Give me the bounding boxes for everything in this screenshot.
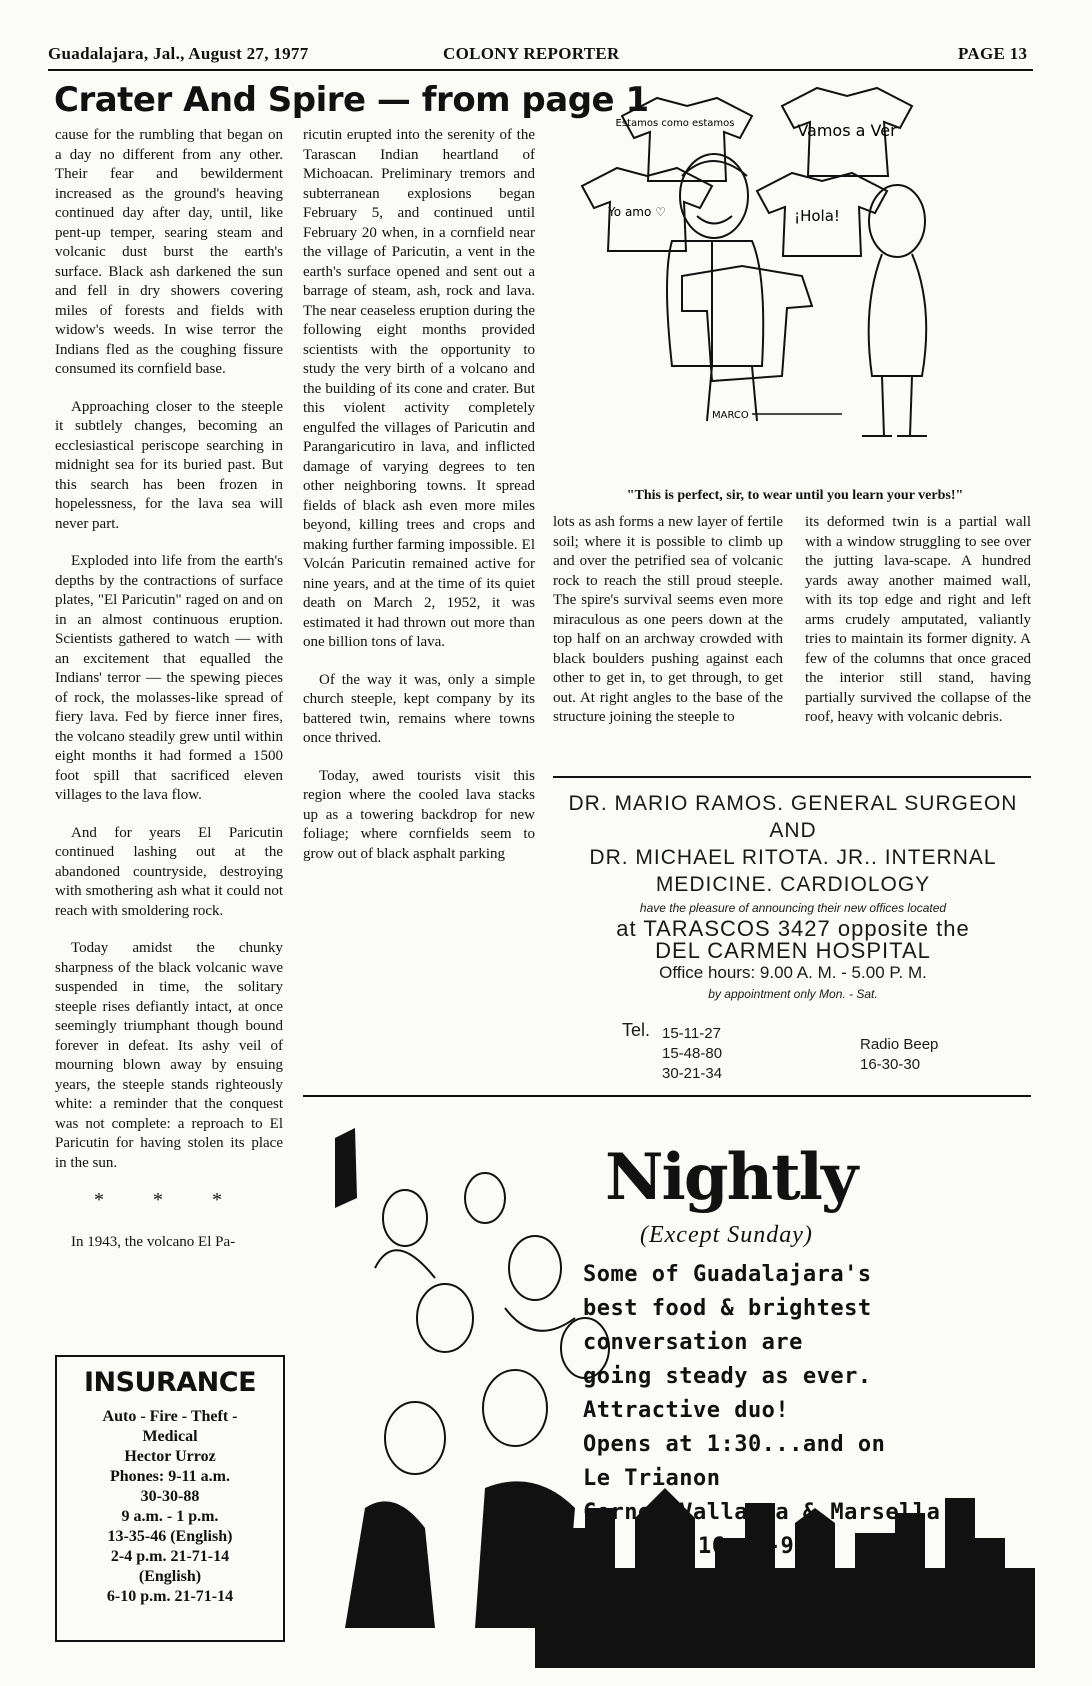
article-column-2 bbox=[303, 126, 535, 882]
paragraph: Approaching closer to the steeple it subtlely changes, becoming an ecclesiastical periscope searching in midnight sea for its buried past. But this search has been frozen in hopelessness, for the lava sea will never part. bbox=[55, 398, 283, 532]
insurance-line: 13-35-46 (English) bbox=[107, 1528, 233, 1545]
paragraph: ricutin erupted into the serenity of the Tarascan Indian heartland of Michoacan. Preliminary tremors and subterranean explosions began February 5, and continued until February 20 when, in a cornfield near the village of Paricutin, a vent in the earth's surface opened and sent out a barrage of steam, ash, rock and lava. The near ceaseless eruption during the following eight months provided scientists with the opportunity to study the very birth of a volcano and the building of its cone and crater. But this violent activity completely engulfed the villages of Paricutin and Parangaricutiro in lava, and inflicted damage of varying degrees to ten other neighboring towns. It spread fields of black ash even more miles beyond, killing trees and crops and making further farming impossible. El Volcán Paricutin remained active for nine years, and at the time of its quiet death on March 2, 1952, it was estimated it had thrown out more than one billion tons of lava. bbox=[303, 127, 535, 650]
insurance-line: (English) bbox=[138, 1568, 202, 1585]
doctor-line: Office hours: 9.00 A. M. - 5.00 P. M. bbox=[659, 963, 927, 982]
paragraph: Today, awed tourists visit this region where the cooled lava stacks up as a towering backdrop for new foliage; where cornfields seem to grow out of black asphalt parking bbox=[303, 767, 535, 862]
nightly-title: Nightly bbox=[605, 1140, 857, 1215]
page-number: PAGE 13 bbox=[958, 44, 1028, 63]
nightly-line: Some of Guadalajara's bbox=[583, 1262, 872, 1287]
section-rule bbox=[553, 776, 1031, 778]
newspaper-name: COLONY REPORTER bbox=[443, 44, 620, 63]
section-rule bbox=[303, 1095, 1031, 1097]
insurance-line: Medical bbox=[142, 1428, 198, 1445]
insurance-title: INSURANCE bbox=[83, 1367, 257, 1398]
radio-beep-number: 16-30-30 bbox=[860, 1056, 921, 1073]
nightly-subtitle: (Except Sunday) bbox=[640, 1222, 813, 1248]
insurance-ad bbox=[55, 1355, 285, 1642]
dateline: Guadalajara, Jal., August 27, 1977 bbox=[48, 44, 309, 63]
nightly-line: going steady as ever. bbox=[583, 1364, 872, 1389]
insurance-line: 6-10 p.m. 21-71-14 bbox=[106, 1588, 234, 1605]
paragraph: Of the way it was, only a simple church steeple, kept company by its battered twin, remains where towns once thrived. bbox=[303, 671, 535, 746]
telephone-number: 15-11-27 bbox=[662, 1025, 721, 1042]
tshirt-text: ¡Hola! bbox=[794, 207, 840, 225]
article-column-4 bbox=[805, 513, 1031, 746]
paragraph: Exploded into life from the earth's depths by the contractions of surface plates, "El Paricutin" raged on and on in an almost continuous eruption. Scientists gathered to watch — with an excitement that equalled the Indians' terror — the spewing pieces of rock, the molasses-like spread of fiery lava. Fed by fierce inner fires, the volcano steadily grew until within eight months it had formed a 1500 foot spill that sacrificed eleven villages to the lava flow. bbox=[55, 553, 283, 803]
article-headline: Crater And Spire — from page 1 bbox=[54, 80, 649, 120]
doctor-line: MEDICINE. CARDIOLOGY bbox=[655, 873, 931, 896]
tshirt-text: Vamos a Ver bbox=[797, 121, 897, 140]
cartoon-signature: MARCO bbox=[712, 410, 749, 421]
insurance-line: Phones: 9-11 a.m. bbox=[110, 1468, 230, 1485]
telephone-number: 15-48-80 bbox=[662, 1045, 723, 1062]
insurance-line: 9 a.m. - 1 p.m. bbox=[121, 1508, 219, 1525]
nightly-line: Corner Vallarta & Marsella bbox=[583, 1500, 941, 1525]
nightly-line: best food & brightest bbox=[583, 1296, 872, 1321]
doctor-line: DEL CARMEN HOSPITAL bbox=[655, 938, 931, 963]
nightly-copy bbox=[583, 1258, 1031, 1564]
doctor-line: DR. MARIO RAMOS. GENERAL SURGEON bbox=[568, 792, 1018, 815]
nightly-line: Le Trianon bbox=[583, 1466, 721, 1491]
header-rule bbox=[48, 69, 1033, 71]
doctor-line: at TARASCOS 3427 opposite the bbox=[616, 916, 970, 941]
paragraph: And for years El Paricutin continued lashing out at the abandoned countryside, destroying with smothering ash what it could not reach with smoldering rock. bbox=[55, 824, 283, 919]
insurance-line: 30-30-88 bbox=[140, 1488, 200, 1505]
nightly-phone: 16-40-95 bbox=[698, 1534, 808, 1559]
nightly-line: conversation are bbox=[583, 1330, 803, 1355]
paragraph: Today amidst the chunky sharpness of the black volcanic wave suspended in time, the solitary steeple rises defiantly intact, at once seemingly triumphant though bound forever in defeat. Its ashy veil of mourning blown away by ensuing years, the steeple stands righteously white: a reminder that the conquest was not complete: a reproach to El Paricutin for having stolen its place in the sun. bbox=[55, 940, 283, 1171]
cartoon-caption: "This is perfect, sir, to wear until you learn your verbs!" bbox=[626, 488, 964, 503]
doctor-line: by appointment only Mon. - Sat. bbox=[708, 987, 878, 1001]
tshirt-text: Estamos como estamos bbox=[615, 118, 735, 129]
cartoon-illustration bbox=[562, 76, 1030, 481]
paragraph: cause for the rumbling that began on a day no different from any other. Their fear and bewilderment increased as the ground's heaving continued day after day, until, like pent-up temper, searing steam and volcanic dust burst the earth's surface. Black ash darkened the sun and fell in dry showers covering miles of forests and fields with widow's weeds. In wise terror the Indians fled as the coughing fissure consumed its cornfield base. bbox=[55, 127, 283, 377]
tshirt-text: Yo amo ♡ bbox=[608, 205, 666, 219]
tshirt-shape bbox=[622, 98, 752, 181]
section-break-stars: * * * bbox=[94, 1189, 244, 1211]
radio-beep-label: Radio Beep bbox=[860, 1036, 939, 1053]
telephone-label: Tel. bbox=[622, 1020, 651, 1040]
doctor-line: have the pleasure of announcing their new offices located bbox=[639, 901, 947, 915]
insurance-line: Auto - Fire - Theft - bbox=[102, 1408, 238, 1425]
telephone-number: 30-21-34 bbox=[662, 1065, 723, 1082]
paragraph: lots as ash forms a new layer of fertile soil; where it is possible to climb up and over the petrified sea of volcanic rock to reach the still proud steeple. The spire's survival seems even more miraculous as one peers down at the top half on an archway crowded with black boulders pushing against each other to get in, to get through, to get out. At right angles to the base of the structure joining the steeple to bbox=[553, 514, 783, 725]
article-column-3 bbox=[553, 513, 783, 746]
doctor-line: DR. MICHAEL RITOTA. JR.. INTERNAL bbox=[589, 846, 997, 869]
article-column-1 bbox=[55, 126, 283, 1270]
insurance-line: Hector Urroz bbox=[124, 1448, 216, 1465]
insurance-line: 2-4 p.m. 21-71-14 bbox=[110, 1548, 230, 1565]
doctor-line: AND bbox=[769, 819, 817, 842]
telephone-block bbox=[622, 1020, 722, 1084]
nightly-line: Attractive duo! bbox=[583, 1398, 790, 1423]
paragraph: its deformed twin is a partial wall with a window struggling to see over the jutting lava-scape. A hundred yards away another maimed wall, with its top edge and right and left arms crudely amputated, valiantly tries to maintain its former dignity. A few of the columns that once graced the interior still stand, having partially survived the collapse of the roof, heavy with volcanic debris. bbox=[805, 514, 1031, 725]
doctors-ad bbox=[556, 790, 1030, 1004]
nightly-line: Opens at 1:30...and on bbox=[583, 1432, 886, 1457]
radio-beep-block bbox=[860, 1035, 938, 1075]
paragraph: In 1943, the volcano El Pa- bbox=[71, 1233, 236, 1250]
